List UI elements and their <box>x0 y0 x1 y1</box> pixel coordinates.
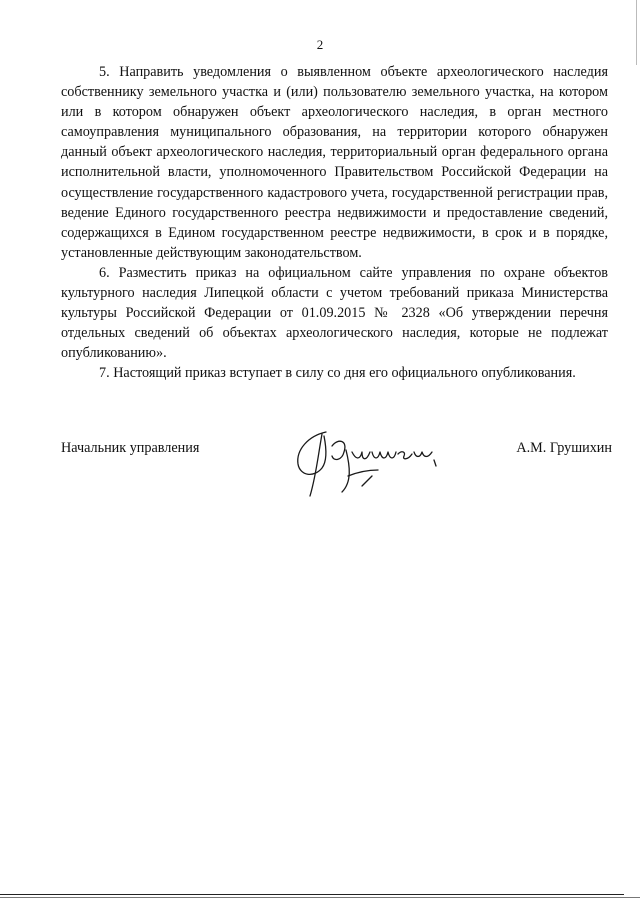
paragraph-5: 5. Направить уведомления о выявленном объекте археологического наследия собственнику земельного участка и (или) пользователю земельного участка, на котором или в котором обнаружен объект археологического наследия, в орган местного самоуправления муниципального образования, на территории которого обнаружен данный объект археологического наследия, территориальный орган федерального органа исполнительной власти, уполномоченного Правительством Российской Федерации на осуществление государственного кадастрового учета, государственной регистрации прав, ведение Единого государственного реестра недвижимости и предоставление сведений, содержащихся в Едином государственном реестре недвижимости, в срок и в порядке, установленные действующим законодательством. <box>61 64 608 261</box>
paragraph-6: 6. Разместить приказ на официальном сайте управления по охране объектов культурного наследия Липецкой области с учетом требований приказа Министерства культуры Российской Федерации от 01.09.2015 № 2328 «Об утверждении перечня отдельных сведений об объектах археологического наследия, которые не подлежат опубликованию». <box>61 264 608 362</box>
signatory-title: Начальник управления <box>61 440 200 456</box>
scan-edge-right <box>636 0 637 65</box>
scan-edge-bottom <box>0 894 624 895</box>
page-number: 2 <box>316 37 324 52</box>
scan-edge-bottom-secondary <box>0 897 640 898</box>
signatory-name: А.М. Грушихин <box>516 440 612 456</box>
signature-block <box>61 440 612 500</box>
paragraph-7: 7. Настоящий приказ вступает в силу со дня его официального опубликования. <box>99 365 576 382</box>
document-body <box>61 62 608 384</box>
handwritten-signature <box>288 426 468 500</box>
